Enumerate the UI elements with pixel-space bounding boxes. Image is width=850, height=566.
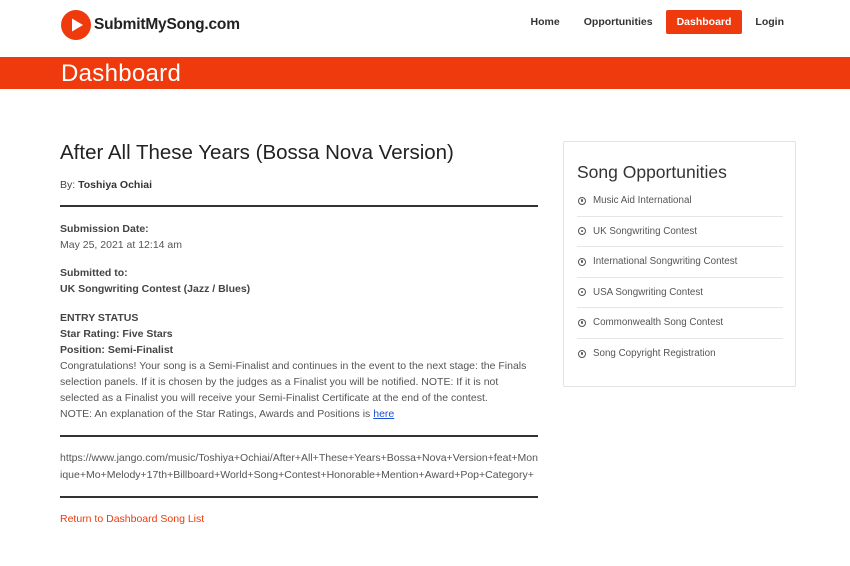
artist-name: Toshiya Ochiai: [78, 179, 153, 191]
song-opportunities-panel: [563, 141, 796, 387]
nav-login[interactable]: Login: [755, 16, 784, 28]
song-title: After All These Years (Bossa Nova Version): [60, 141, 454, 164]
submitted-to-value: UK Songwriting Contest (Jazz / Blues): [60, 283, 251, 295]
main-nav: [518, 10, 795, 34]
byline: [60, 178, 538, 192]
opportunity-link[interactable]: [577, 278, 783, 309]
submitted-to-label: Submitted to:: [60, 267, 128, 279]
site-header: [0, 0, 850, 57]
opportunity-label: USA Songwriting Contest: [593, 286, 703, 298]
circle-dot-icon: [578, 319, 586, 327]
circle-dot-icon: [578, 258, 586, 266]
page-banner: [0, 57, 850, 89]
divider: [60, 435, 538, 437]
note-text: NOTE: An explanation of the Star Ratings, Awards and Positions is: [60, 408, 371, 420]
submission-detail: [60, 140, 538, 526]
site-logo[interactable]: [61, 10, 240, 40]
here-link[interactable]: here: [373, 408, 395, 420]
nav-dashboard[interactable]: Dashboard: [666, 10, 743, 34]
entry-status-label: ENTRY STATUS: [60, 312, 139, 324]
divider: [60, 496, 538, 498]
circle-dot-icon: [578, 227, 586, 235]
circle-dot-icon: [578, 288, 586, 296]
position: Position: Semi-Finalist: [60, 344, 174, 356]
divider: [60, 205, 538, 207]
submission-date-block: [60, 221, 538, 253]
logo-text: SubmitMySong.com: [94, 16, 240, 33]
opportunity-link[interactable]: [577, 186, 783, 217]
return-to-dashboard-link[interactable]: Return to Dashboard Song List: [60, 513, 205, 525]
opportunity-link[interactable]: [577, 308, 783, 339]
circle-dot-icon: [578, 197, 586, 205]
star-rating: Star Rating: Five Stars: [60, 328, 173, 340]
entry-status-block: [60, 310, 538, 422]
circle-dot-icon: [578, 350, 586, 358]
submission-date-value: May 25, 2021 at 12:14 am: [60, 239, 182, 251]
opportunity-label: International Songwriting Contest: [593, 256, 738, 268]
opportunity-link[interactable]: [577, 217, 783, 248]
play-icon: [61, 10, 91, 40]
nav-opportunities[interactable]: Opportunities: [583, 16, 653, 28]
song-url: https://www.jango.com/music/Toshiya+Ochiai/After+All+These+Years+Bossa+Nova+Version+feat+Monique+Mo+Melody+17th+Billboard+World+Song+Contest+Honorable+Mention+Award+Pop+Category+: [60, 452, 538, 481]
opportunity-label: Commonwealth Song Contest: [593, 317, 724, 329]
by-prefix: By:: [60, 179, 76, 191]
sidebar-title: Song Opportunities: [577, 162, 727, 182]
opportunities-list: [577, 186, 783, 369]
submission-date-label: Submission Date:: [60, 223, 149, 235]
opportunity-link[interactable]: [577, 339, 783, 370]
status-message: Congratulations! Your song is a Semi-Finalist and continues in the event to the next stage: the Finals selection panels. If it is chosen by the judges as a Finalist you will be notified. NOTE: If it is not selected as a Finalist you will receive your Semi-Finalist Certificate at the end of the contest.: [60, 360, 527, 404]
opportunity-label: UK Songwriting Contest: [593, 225, 698, 237]
opportunity-label: Song Copyright Registration: [593, 348, 716, 360]
opportunity-link[interactable]: [577, 247, 783, 278]
status-note: [60, 406, 538, 422]
page-title: Dashboard: [61, 60, 182, 87]
opportunity-label: Music Aid International: [593, 195, 692, 207]
nav-home[interactable]: Home: [530, 16, 560, 28]
submitted-to-block: [60, 265, 538, 297]
